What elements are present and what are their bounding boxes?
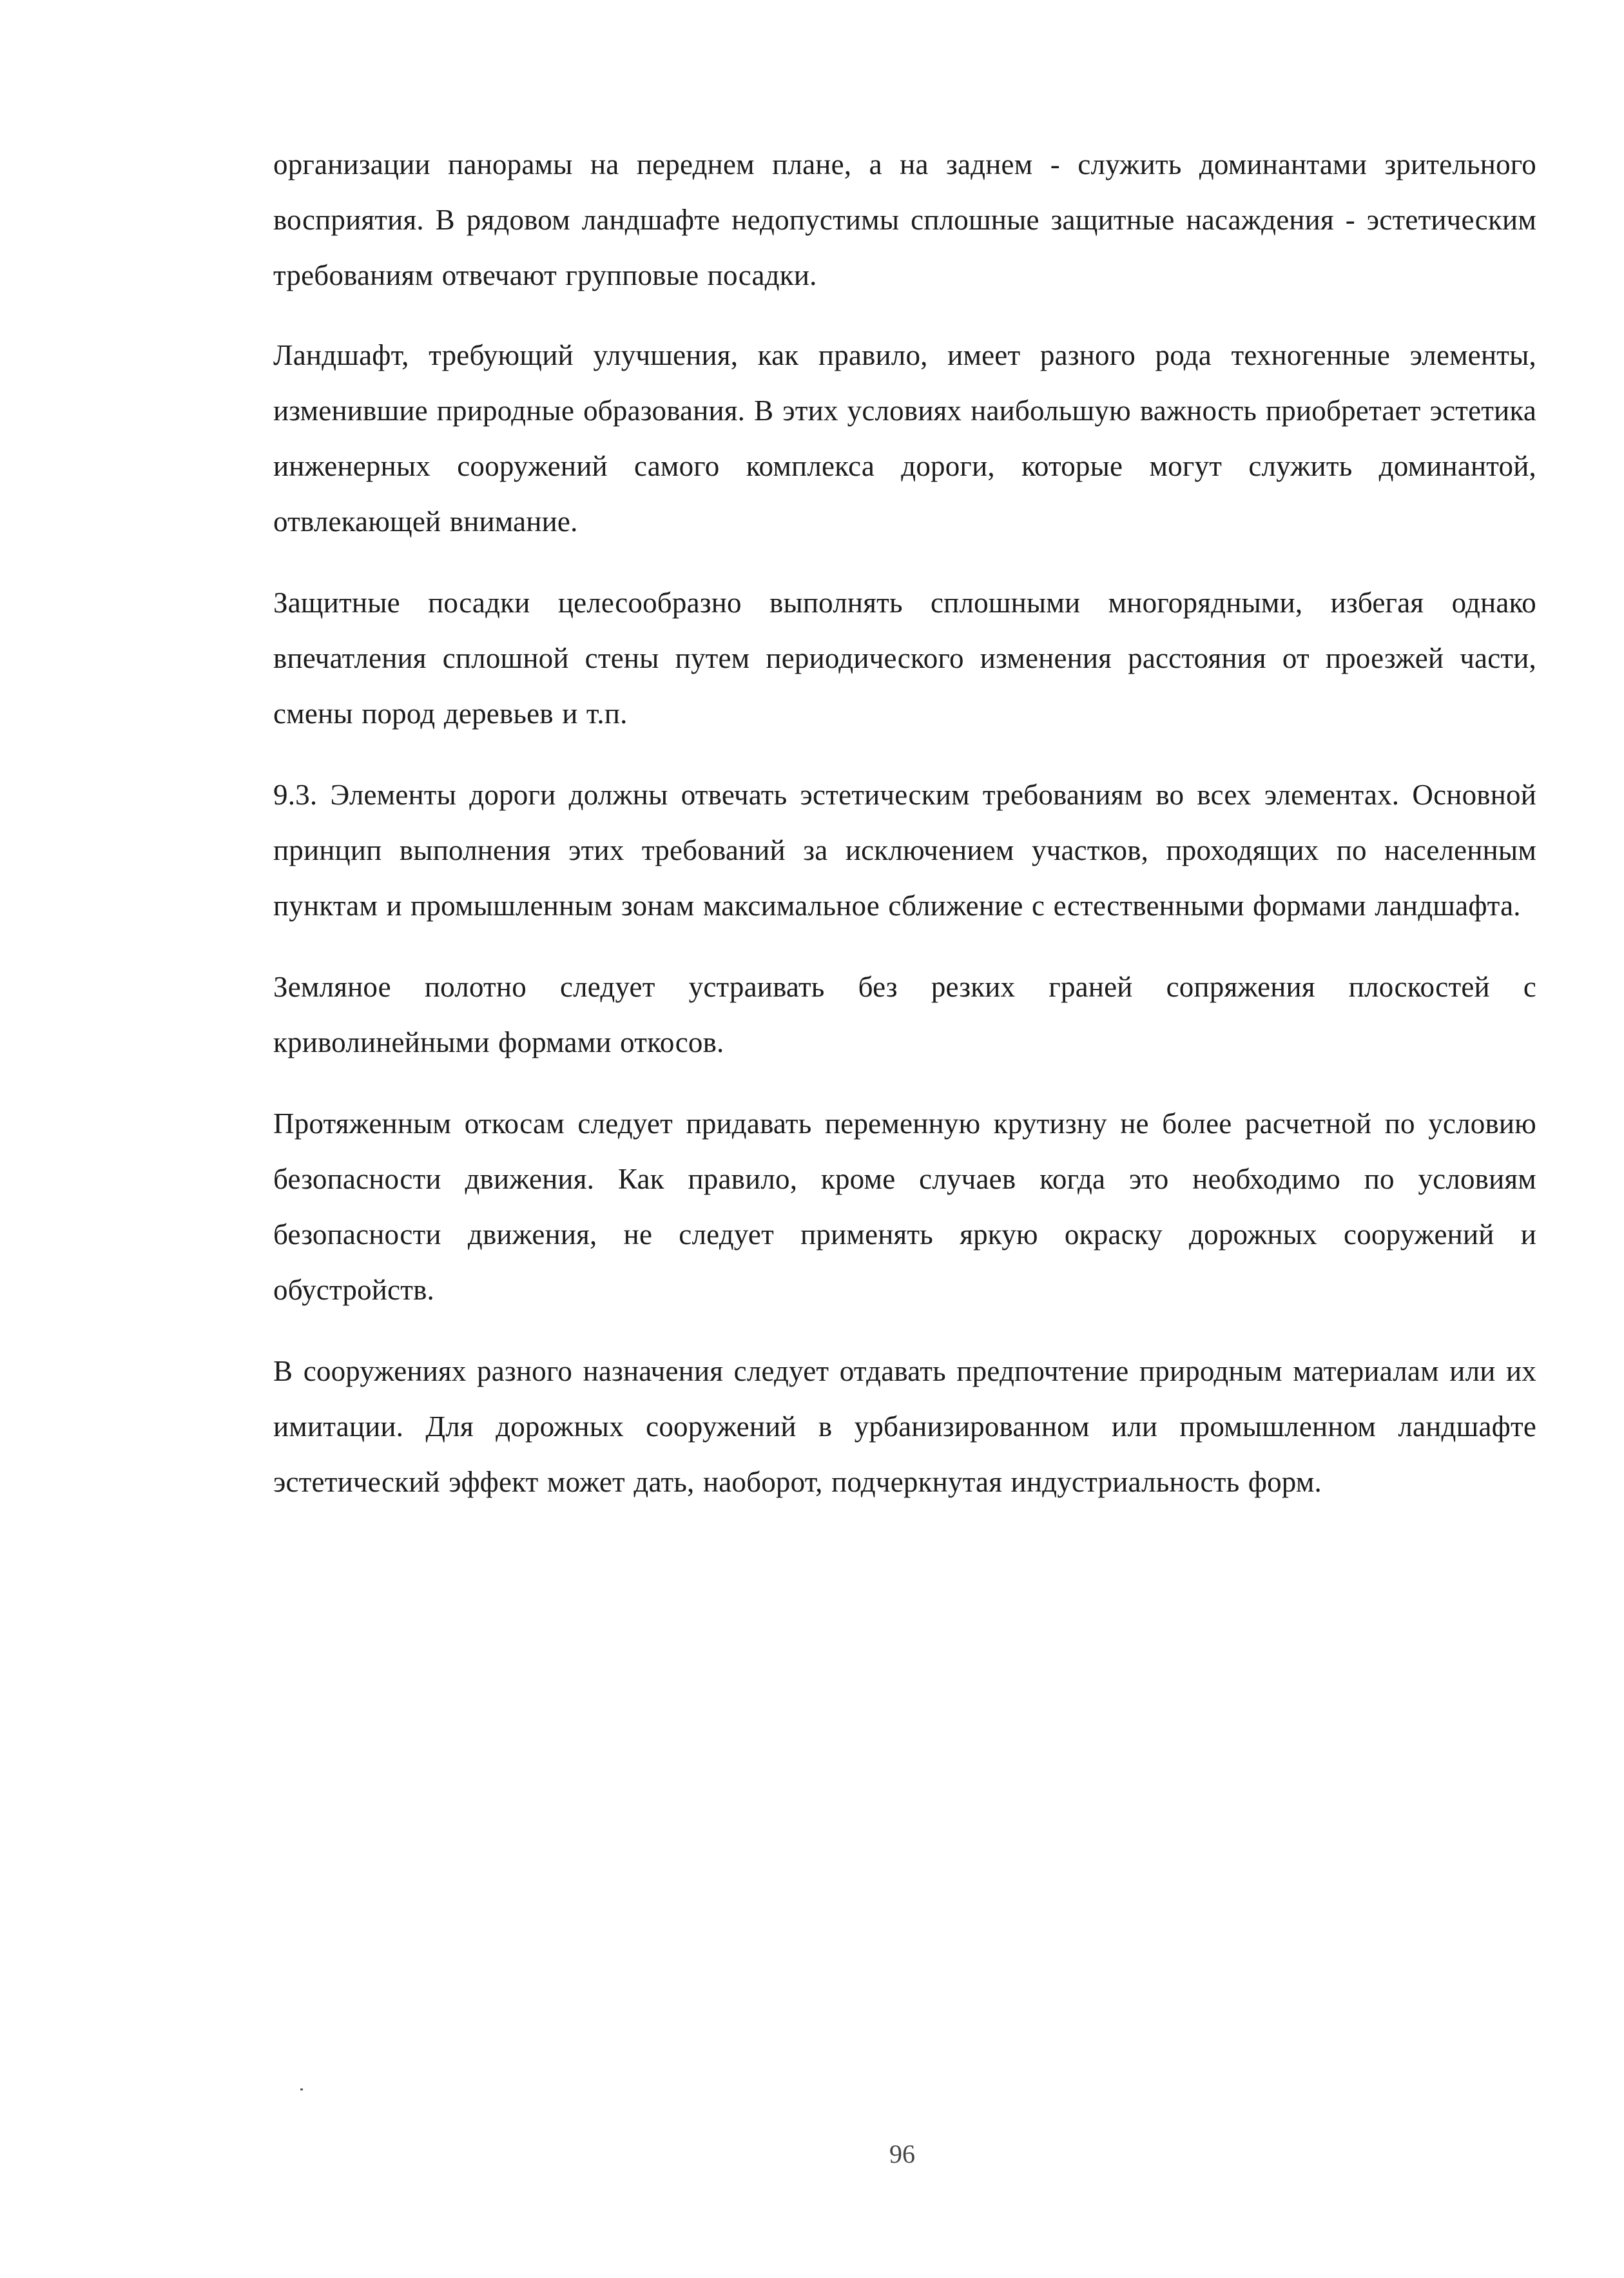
paragraph-panorama: организации панорамы на переднем плане, а на заднем - служить доминантами зрительного восприятия. В рядовом ландшафте недопустимы сплошные защитные насаждения - эстетическим требованиям отвечают групповые посадки. [273, 148, 1536, 291]
body-text [273, 137, 1536, 1535]
paragraph-structures: В сооружениях разного назначения следует отдавать предпочтение природным материалам или их имитации. Для дорожных сооружений в урбанизированном или промышленном ландшафте эстетический эффект может дать, наоборот, подчеркнутая индустриальность форм. [273, 1355, 1536, 1498]
paragraph-landscape: Ландшафт, требующий улучшения, как правило, имеет разного рода техногенные элементы, изменившие природные образования. В этих условиях наибольшую важность приобретает эстетика инженерных сооружений самого комплекса дороги, которые могут служить доминантой, отвлекающей внимание. [273, 339, 1536, 538]
page-number: 96 [889, 2139, 915, 2168]
paragraph-roadbed: Земляное полотно следует устраивать без резких граней сопряжения плоскостей с криволинейными формами откосов. [273, 971, 1536, 1058]
paragraph-section-9-3: 9.3. Элементы дороги должны отвечать эстетическим требованиям во всех элементах. Основной принцип выполнения этих требований за исключением участков, проходящих по населенным пунктам и промышленным зонам максимальное сближение с естественными формами ландшафта. [273, 779, 1536, 922]
paragraph-protective-plantings: Защитные посадки целесообразно выполнять сплошными многорядными, избегая однако впечатления сплошной стены путем периодического изменения расстояния от проезжей части, смены пород деревьев и т.п. [273, 587, 1536, 730]
scan-artifact [300, 2088, 303, 2090]
paragraph-slopes: Протяженным откосам следует придавать переменную крутизну не более расчетной по условию безопасности движения. Как правило, кроме случаев когда это необходимо по условиям безопасности движения, не следует применять яркую окраску дорожных сооружений и обустройств. [273, 1107, 1536, 1306]
